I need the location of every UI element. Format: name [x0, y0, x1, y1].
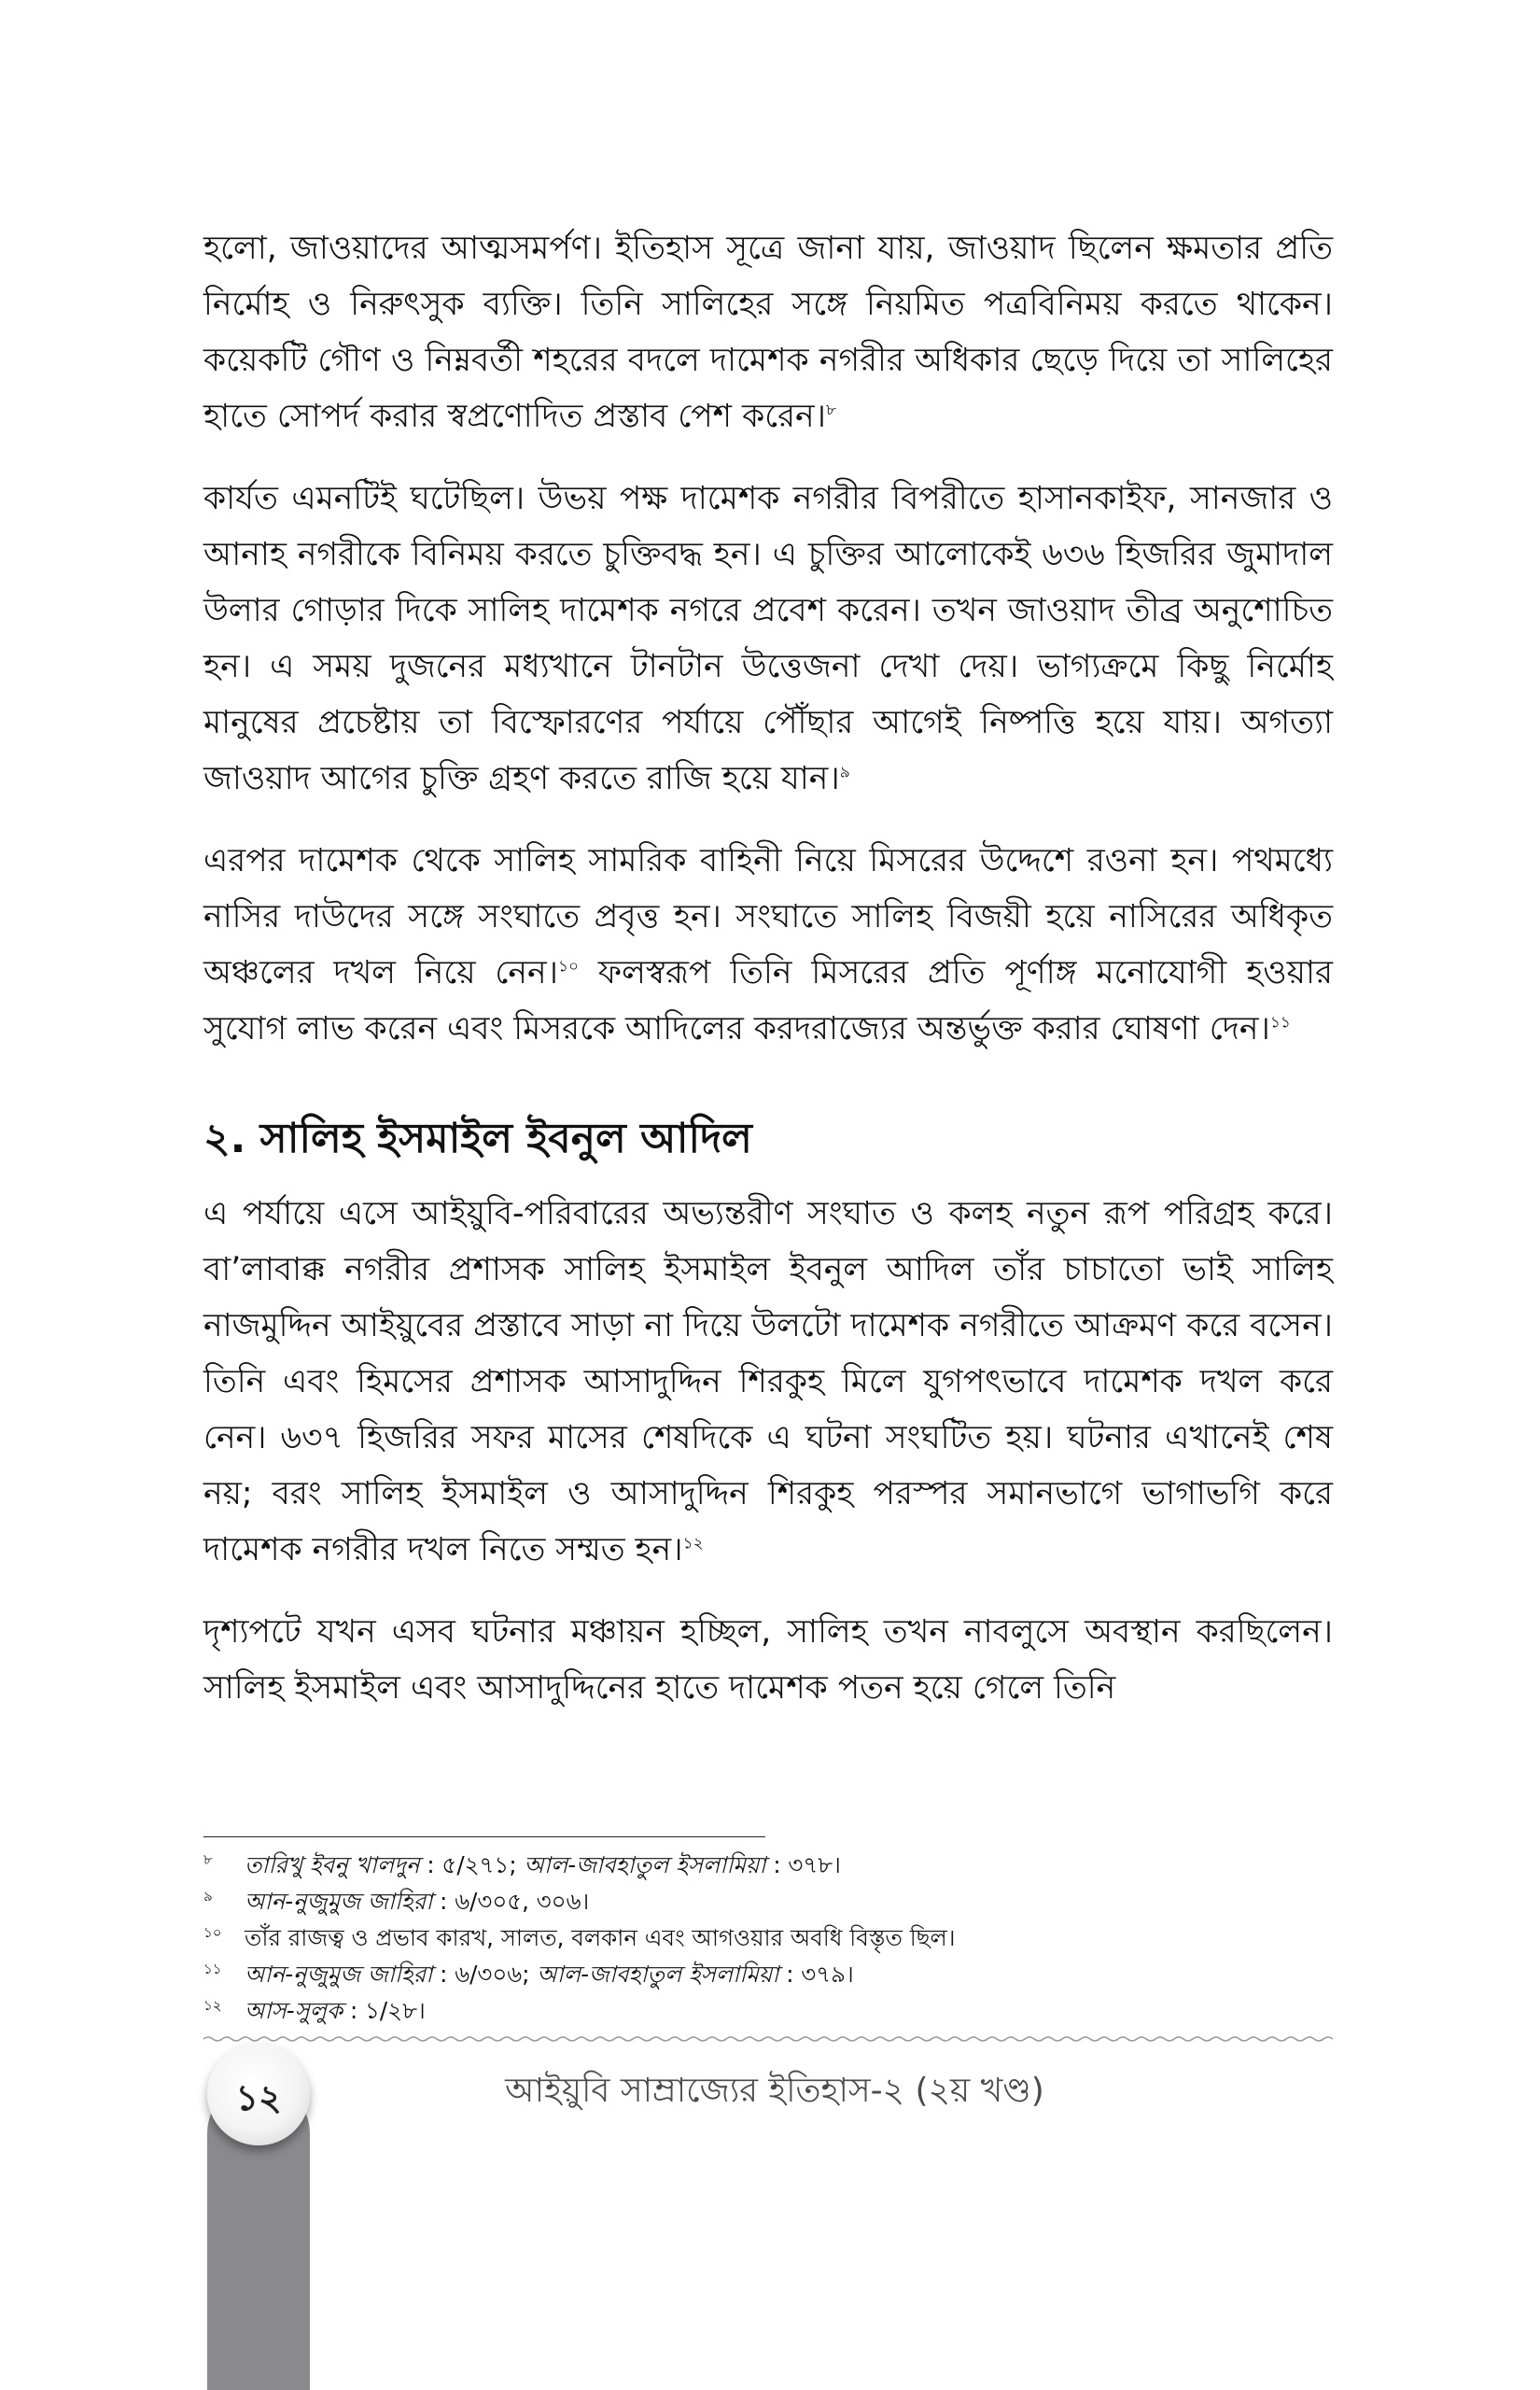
- footnote-12: ১২ আস-সুলুক : ১/২৮।: [203, 1997, 426, 2024]
- footnote-10: ১০ তাঁর রাজত্ব ও প্রভাব কারখ, সালত, বলকান এবং আগওয়ার অবধি বিস্তৃত ছিল।: [203, 1924, 956, 1951]
- page-number: ১২: [235, 2077, 282, 2118]
- footnote-8: ৮ তারিখু ইবনু খালদুন : ৫/২৭১; আল-জাবহাতুল ইসলামিয়া : ৩৭৮।: [203, 1851, 841, 1878]
- paragraph-4: এ পর্যায়ে এসে আইয়ুবি-পরিবারের অভ্যন্তরীণ সংঘাত ও কলহ নতুন রূপ পরিগ্রহ করে। বা’লাবাক্ক নগরীর প্রশাসক সালিহ ইসমাইল ইবনুল আদিল তাঁর চাচাতো ভাই সালিহ নাজমুদ্দিন আইয়ুবের প্রস্তাবে সাড়া না দিয়ে উলটো দামেশক নগরীতে আক্রমণ করে বসেন। তিনি এবং হিমসের প্রশাসক আসাদুদ্দিন শিরকুহ মিলে যুগপৎভাবে দামেশক দখল করে নেন। ৬৩৭ হিজরির সফর মাসের শেষদিকে এ ঘটনা সংঘটিত হয়। ঘটনার এখানেই শেষ নয়; বরং সালিহ ইসমাইল ও আসাদুদ্দিন শিরকুহ পরস্পর সমানভাগে ভাগাভগি করে দামেশক নগরীর দখল নিতে সম্মত হন।$^{১২}$: [203, 1195, 1333, 1568]
- footnote-ref-8[interactable]: ৮: [825, 401, 837, 420]
- footnote-ref-10[interactable]: ১০: [557, 957, 580, 977]
- footnotes: [203, 1847, 1333, 2029]
- footnote-ref-12[interactable]: ১২: [682, 1534, 704, 1554]
- paragraph-1: হলো, জাওয়াদের আত্মসমর্পণ। ইতিহাস সূত্রে জানা যায়, জাওয়াদ ছিলেন ক্ষমতার প্রতি নির্মোহ ও নিরুৎসুক ব্যক্তি। তিনি সালিহের সঙ্গে নিয়মিত পত্রবিনিময় করতে থাকেন। কয়েকটি গৌণ ও নিম্নবর্তী শহরের বদলে দামেশক নগরীর অধিকার ছেড়ে দিয়ে তা সালিহের হাতে সোপর্দ করার স্বপ্রণোদিত প্রস্তাব পেশ করেন।$^৮$: [203, 230, 1333, 435]
- footnote-11: ১১ আন-নুজুমুজ জাহিরা : ৬/৩০৬; আল-জাবহাতুল ইসলামিয়া : ৩৭৯।: [203, 1961, 854, 1988]
- paragraph-5: দৃশ্যপটে যখন এসব ঘটনার মঞ্চায়ন হচ্ছিল, সালিহ তখন নাবলুসে অবস্থান করছিলেন। সালিহ ইসমাইল এবং আসাদুদ্দিনের হাতে দামেশক পতন হয়ে গেলে তিনি: [203, 1613, 1333, 1707]
- footnote-ref-11[interactable]: ১১: [1269, 1013, 1291, 1033]
- footnote-divider: [203, 1836, 765, 1837]
- section-heading: ২. সালিহ ইসমাইল ইবনুল আদিল: [203, 1115, 752, 1162]
- footnote-9: ৯ আন-নুজুমুজ জাহিরা : ৬/৩০৫, ৩০৬।: [203, 1888, 590, 1915]
- paragraph-2: কার্যত এমনটিই ঘটেছিল। উভয় পক্ষ দামেশক নগরীর বিপরীতে হাসানকাইফ, সানজার ও আনাহ নগরীকে বিনিময় করতে চুক্তিবদ্ধ হন। এ চুক্তির আলোকেই ৬৩৬ হিজরির জুমাদাল উলার গোড়ার দিকে সালিহ দামেশক নগরে প্রবেশ করেন। তখন জাওয়াদ তীব্র অনুশোচিত হন। এ সময় দুজনের মধ্যখানে টানটান উত্তেজনা দেখা দেয়। ভাগ্যক্রমে কিছু নির্মোহ মানুষের প্রচেষ্টায় তা বিস্ফোরণের পর্যায়ে পৌঁছার আগেই নিষ্পত্তি হয়ে যায়। অগত্যা জাওয়াদ আগের চুক্তি গ্রহণ করতে রাজি হয়ে যান।$^৯$: [203, 480, 1333, 797]
- page-body: [203, 220, 1333, 1742]
- paragraph-3: এরপর দামেশক থেকে সালিহ সামরিক বাহিনী নিয়ে মিসরের উদ্দেশে রওনা হন। পথমধ্যে নাসির দাউদের সঙ্গে সংঘাতে প্রবৃত্ত হন। সংঘাতে সালিহ বিজয়ী হয়ে নাসিরের অধিকৃত অঞ্চলের দখল নিয়ে নেন।$^{১০}$ ফলস্বরূপ তিনি মিসরের প্রতি পূর্ণাঙ্গ মনোযোগী হওয়ার সুযোগ লাভ করেন এবং মিসরকে আদিলের করদরাজ্যের অন্তর্ভুক্ত করার ঘোষণা দেন।$^{১১}$: [203, 842, 1333, 1047]
- footnote-ref-9[interactable]: ৯: [839, 763, 850, 782]
- footer-wavy-line: [203, 2034, 1333, 2044]
- running-head: আইয়ুবি সাম্রাজ্যের ইতিহাস-২ (২য় খণ্ড): [505, 2072, 1044, 2110]
